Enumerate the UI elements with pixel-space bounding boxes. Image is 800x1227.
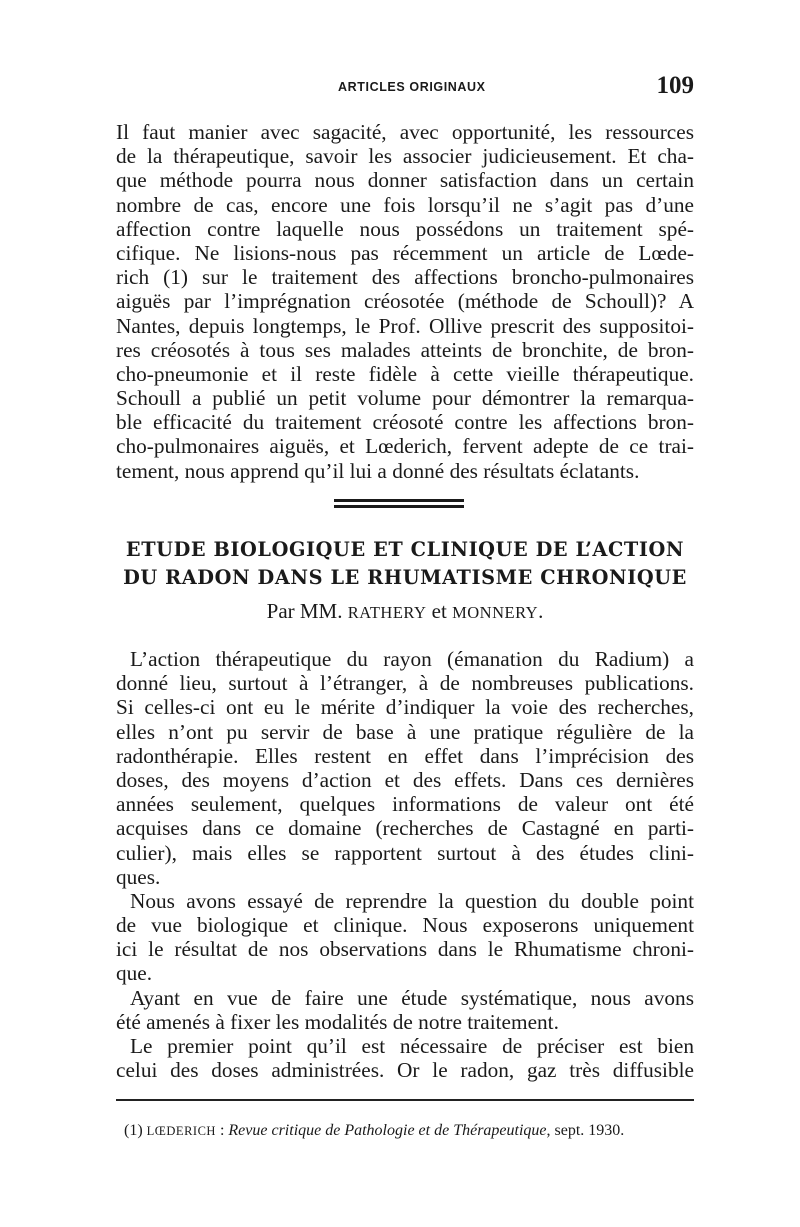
byline-suffix: . [538,599,544,623]
section-divider-top [334,499,464,502]
article-body [116,647,694,1082]
text-line: acquises dans ce domaine (recherches de Castagné en parti- [116,816,694,841]
footnote [124,1122,624,1140]
section-divider-bottom [334,505,464,508]
title-line: DU RADON DANS LE RHUMATISME CHRONIQUE [123,566,687,589]
text-line: affection contre laquelle nous possédons un traitement spé- [116,216,694,241]
byline-conjunction: et [426,599,453,623]
text-line: Schoull a publié un petit volume pour démontrer la remarqua- [116,386,694,411]
text-line: que. [116,961,153,986]
text-line: de vue biologique et clinique. Nous exposerons uniquement [116,913,694,938]
text-line: rich (1) sur le traitement des affections broncho-pulmonaires [116,265,694,290]
author-name: RATHERY [347,603,427,622]
text-line: années seulement, quelques informations de valeur ont été [116,792,694,817]
text-line: cho-pneumonie et il reste fidèle à cette vieille thérapeutique. [116,361,694,386]
text-line: Le premier point qu’il est nécessaire de préciser est bien [130,1034,694,1058]
text-line: Nous avons essayé de reprendre la question du double point [130,888,694,913]
author-byline [116,599,694,624]
text-line: Ayant en vue de faire une étude systématique, nous avons [130,985,694,1010]
text-line: celui des doses administrées. Or le radon, gaz très diffusible [116,1058,694,1083]
text-line: ble efficacité du traitement créosoté contre les affections bron- [116,410,694,435]
running-header [116,72,694,100]
footnote-rule [116,1099,694,1101]
text-line: donné lieu, surtout à l’étranger, à de nombreuses publications. [116,671,694,696]
text-line: cifique. Ne lisions-nous pas récemment un article de Lœde- [116,240,694,265]
running-head: ARTICLES ORIGINAUX [338,80,486,94]
text-line: ques. [116,864,161,889]
text-line: radonthérapie. Elles restent en effet dans l’imprécision des [116,743,694,768]
article-title [116,536,694,592]
text-line: doses, des moyens d’action et des effets. Dans ces dernières [116,767,694,792]
text-line: nombre de cas, encore une fois lorsqu’il ne s’agit pas d’une [116,192,694,217]
text-line: tement, nous apprend qu’il lui a donné des résultats éclatants. [116,458,640,483]
footnote-separator: : [215,1122,229,1139]
text-line: cho-pulmonaires aiguës, et Lœderich, fervent adepte de ce trai- [116,434,694,459]
text-line: ici le résultat de nos observations dans le Rhumatisme chroni- [116,937,694,962]
text-line: Il faut manier avec sagacité, avec opportunité, les ressources [116,120,694,144]
text-line: Nantes, depuis longtemps, le Prof. Ollive prescrit des suppositoi- [116,313,694,338]
title-line: ETUDE BIOLOGIQUE ET CLINIQUE DE L’ACTION [125,538,685,561]
footnote-details: , sept. 1930. [546,1122,625,1139]
text-line: que méthode pourra nous donner satisfaction dans un certain [116,168,694,193]
paragraph-continuation [116,120,694,483]
byline-prefix: Par MM. [266,599,348,623]
text-line: res créosotés à tous ses malades atteints de bronchite, de bron- [116,337,694,362]
footnote-author: LŒDERICH [146,1124,216,1138]
text-line: aiguës par l’imprégnation créosotée (méthode de Schoull)? A [116,289,694,314]
text-line: culier), mais elles se rapportent surtout à des études clini- [116,840,694,865]
page-number: 109 [656,72,694,99]
text-line: Si celles-ci ont eu le mérite d’indiquer la voie des recherches, [116,695,694,720]
author-name: MONNERY [452,603,539,622]
text-line: elles n’ont pu servir de base à une pratique régulière de la [116,719,694,744]
text-line: été amenés à fixer les modalités de notre traitement. [116,1009,559,1034]
text-line: L’action thérapeutique du rayon (émanation du Radium) a [130,647,694,671]
text-line: de la thérapeutique, savoir les associer judicieusement. Et cha- [116,144,694,169]
footnote-marker: (1) [124,1122,147,1139]
footnote-journal: Revue critique de Pathologie et de Thérapeutique [228,1122,547,1139]
